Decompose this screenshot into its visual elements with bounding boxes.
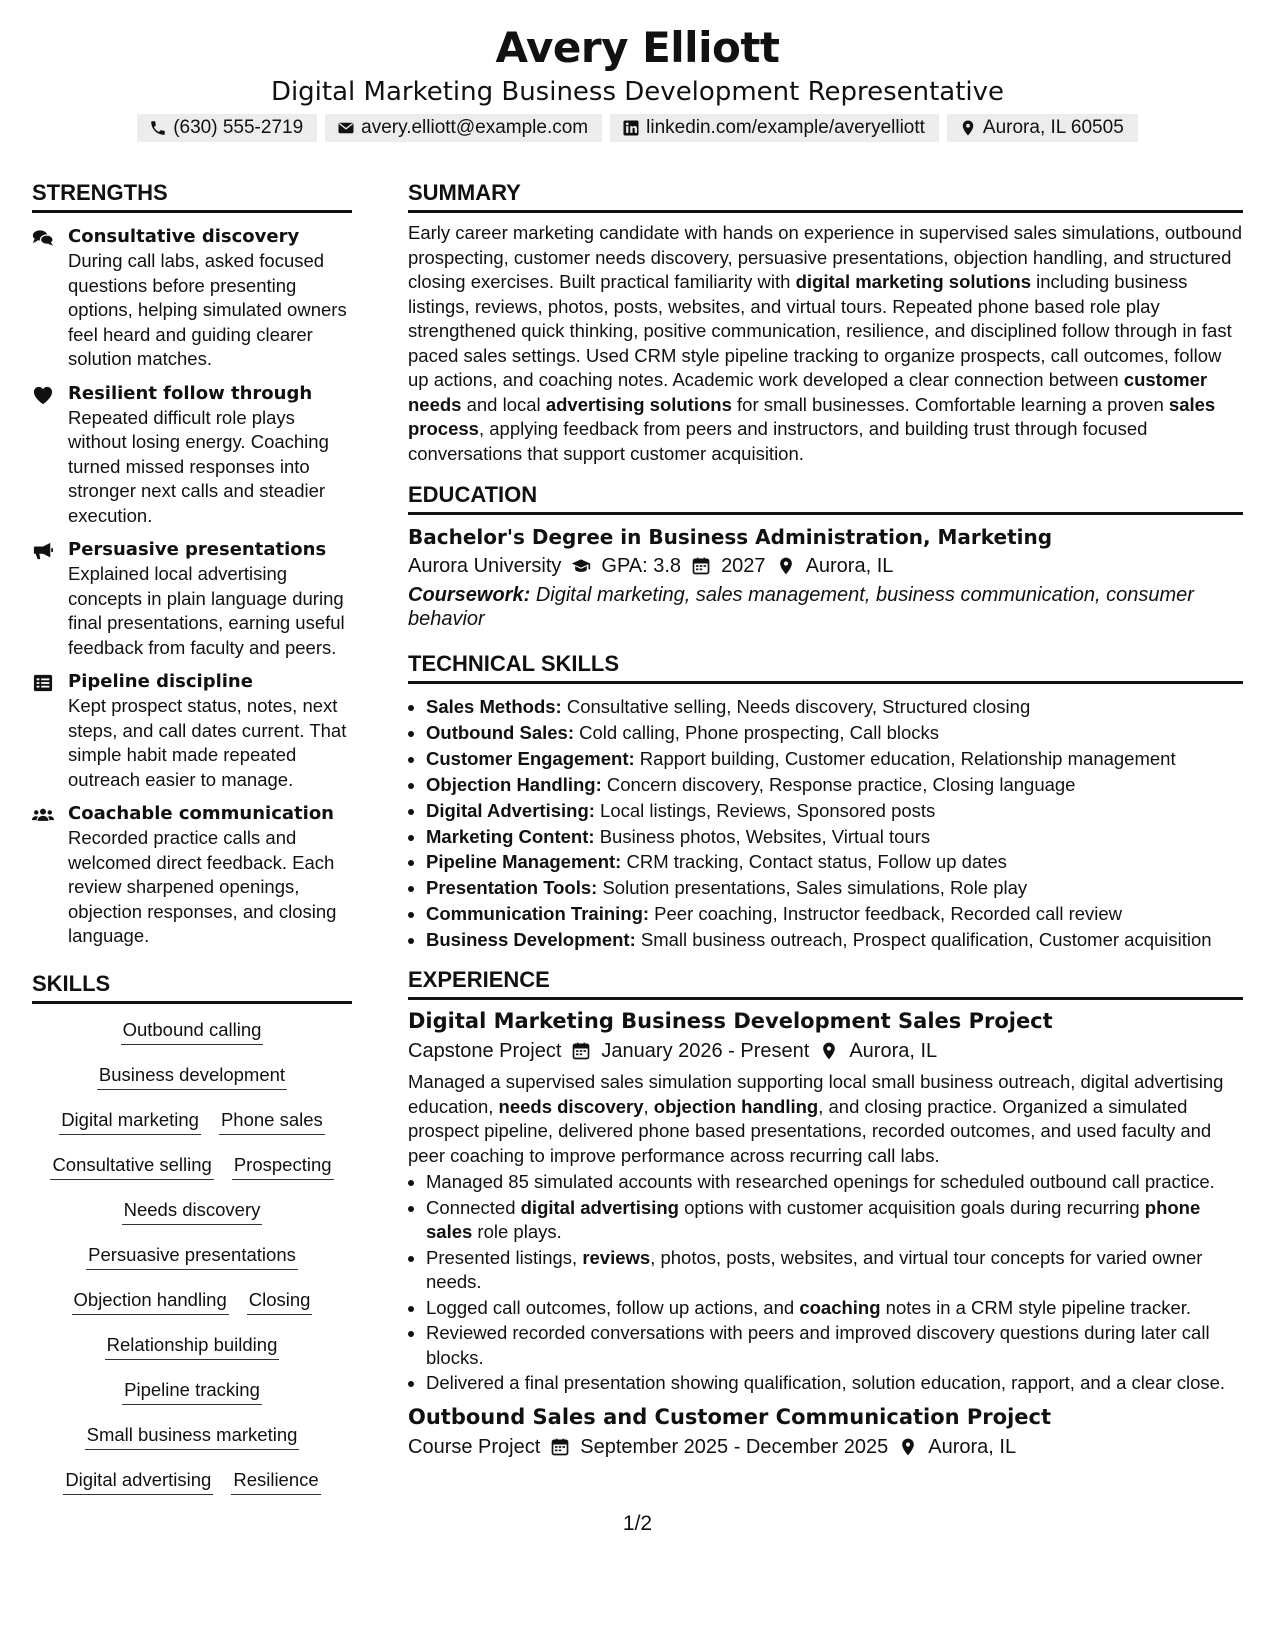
job-bullet-run: options with customer acquisition goals during recurring <box>678 1196 1145 1218</box>
skills-list <box>32 1018 352 1513</box>
strength-title: Coachable communication <box>68 803 335 824</box>
coursework-text: Digital marketing, sales management, business communication, consumer behavior <box>408 584 1194 630</box>
job-bullet <box>426 1296 1243 1321</box>
strength-item <box>32 538 352 660</box>
job-bullet-run: Delivered a final presentation showing qualification, solution education, rapport, and a clear close. <box>426 1372 1226 1394</box>
graduation-year: 2027 <box>721 555 766 577</box>
contact-email-text: avery.elliott@example.com <box>361 117 589 138</box>
job-entry <box>408 1402 1243 1462</box>
emphasis-text: needs discovery <box>498 1095 644 1117</box>
technical-skill-value: Small business outreach, Prospect qualification, Customer acquisition <box>635 929 1212 951</box>
summary-text-run: and local <box>461 393 546 415</box>
job-bullet <box>426 1196 1243 1245</box>
envelope-icon <box>337 119 355 137</box>
job-bullet <box>426 1170 1243 1195</box>
job-meta <box>408 1036 1243 1066</box>
strength-desc: Kept prospect status, notes, next steps, and call dates current. That simple habit made repeated outreach easier to manage. <box>68 695 347 790</box>
technical-skill-value: Concern discovery, Response practice, Closing language <box>601 773 1076 795</box>
resume-header <box>0 22 1275 142</box>
gpa: GPA: 3.8 <box>601 555 682 577</box>
technical-skill-label: Business Development: <box>426 929 636 951</box>
skills-row <box>122 1198 263 1243</box>
job-bullet <box>426 1321 1243 1370</box>
strength-desc: Repeated difficult role plays without losing energy. Coaching turned missed responses into stronger next calls and steadier execution. <box>68 406 329 526</box>
job-bullet-run: notes in a CRM style pipeline tracker. <box>880 1296 1192 1318</box>
technical-skill-label: Customer Engagement: <box>426 747 635 769</box>
map-pin-icon <box>959 119 977 137</box>
job-org: Capstone Project <box>408 1040 562 1063</box>
school-name: Aurora University <box>408 555 562 577</box>
skills-heading: SKILLS <box>32 969 352 1004</box>
contact-phone-text: (630) 555-2719 <box>173 117 304 138</box>
skills-row <box>50 1153 333 1198</box>
technical-skills-list <box>408 694 1243 953</box>
job-location: Aurora, IL <box>928 1435 1017 1458</box>
technical-skill-label: Outbound Sales: <box>426 721 574 743</box>
summary-heading: SUMMARY <box>408 178 1243 213</box>
technical-skill-value: Solution presentations, Sales simulations, Role play <box>597 877 1028 899</box>
emphasis-text: sales process <box>408 393 1216 439</box>
users-icon <box>32 805 54 825</box>
linkedin-icon <box>622 119 640 137</box>
job-entry <box>408 1006 1243 1396</box>
skill-tag: Objection handling <box>72 1288 229 1315</box>
technical-skill-value: Peer coaching, Instructor feedback, Recorded call review <box>649 903 1123 925</box>
technical-skill-label: Digital Advertising: <box>426 799 595 821</box>
skills-row <box>85 1423 300 1468</box>
summary-text-run: for small businesses. Comfortable learning a proven <box>731 393 1169 415</box>
emphasis-text: coaching <box>799 1296 881 1318</box>
comments-icon <box>32 228 54 248</box>
emphasis-text: digital marketing solutions <box>795 271 1031 292</box>
job-bullet-run: Presented listings, <box>426 1246 583 1268</box>
skill-tag: Resilience <box>231 1468 320 1495</box>
technical-skill-label: Communication Training: <box>426 903 650 925</box>
technical-skill-item <box>426 720 1243 746</box>
technical-skill-label: Presentation Tools: <box>426 877 598 899</box>
experience-heading: EXPERIENCE <box>408 965 1243 1000</box>
strength-desc: Recorded practice calls and welcomed direct feedback. Each review sharpened openings, objection responses, and closing language. <box>68 827 337 946</box>
calendar-icon <box>550 1437 570 1457</box>
skill-tag: Persuasive presentations <box>86 1243 298 1270</box>
skill-tag: Business development <box>97 1063 287 1090</box>
contact-linkedin-text: linkedin.com/example/averyelliott <box>646 117 925 138</box>
technical-skill-item <box>426 772 1243 798</box>
technical-skill-value: Rapport building, Customer education, Relationship management <box>634 747 1176 769</box>
skill-tag: Prospecting <box>232 1153 334 1180</box>
job-title: Digital Marketing Business Development Sales Project <box>408 1009 1053 1034</box>
map-pin-icon <box>776 556 796 576</box>
emphasis-text: objection handling <box>653 1095 819 1117</box>
skills-row <box>86 1243 298 1288</box>
skills-row <box>122 1378 262 1423</box>
calendar-icon <box>571 1041 591 1061</box>
contact-email[interactable] <box>325 114 602 142</box>
skill-tag: Pipeline tracking <box>122 1378 262 1405</box>
skill-tag: Phone sales <box>219 1108 325 1135</box>
skills-row <box>72 1288 313 1333</box>
strengths-list <box>32 225 352 949</box>
job-bullet-run: Managed 85 simulated accounts with researched openings for scheduled outbound call practice. <box>426 1171 1215 1193</box>
emphasis-text: reviews <box>582 1246 651 1268</box>
strength-item <box>32 670 352 792</box>
job-bullet-run: Reviewed recorded conversations with peers and improved discovery questions during later call blocks. <box>426 1322 1210 1368</box>
coursework <box>408 583 1243 631</box>
skill-tag: Outbound calling <box>121 1018 264 1045</box>
megaphone-icon <box>32 541 54 561</box>
technical-skill-item <box>426 849 1243 875</box>
map-pin-icon <box>898 1437 918 1457</box>
calendar-icon <box>691 556 711 576</box>
strength-item <box>32 382 352 529</box>
skills-row <box>63 1468 320 1513</box>
candidate-title: Digital Marketing Business Development Representative <box>270 77 1005 107</box>
job-summary-run: , <box>643 1095 654 1117</box>
page-number: 1/2 <box>622 1512 653 1535</box>
technical-skill-value: Cold calling, Phone prospecting, Call blocks <box>574 721 940 743</box>
emphasis-text: advertising solutions <box>545 393 732 415</box>
job-meta <box>408 1432 1243 1462</box>
strength-title: Consultative discovery <box>68 226 300 247</box>
technical-skill-item <box>426 798 1243 824</box>
summary-text-run: including business listings, reviews, photos, posts, websites, and virtual tours. Repeated phone based role play strengthened quick thinking, positive communication, resilience, and disciplined follow through in fast paced sales settings. Used CRM style pipeline tracking to organize prospects, call outcomes, follow up actions, and coaching notes. Academic work developed a clear connection between <box>408 271 1232 390</box>
technical-skill-label: Pipeline Management: <box>426 851 622 873</box>
map-pin-icon <box>819 1041 839 1061</box>
summary-text <box>408 221 1243 466</box>
skills-row <box>97 1063 287 1108</box>
strength-desc: Explained local advertising concepts in plain language during final presentations, earning useful feedback from faculty and peers. <box>68 563 345 658</box>
strength-item <box>32 802 352 949</box>
skills-row <box>59 1108 325 1153</box>
contact-bar <box>0 114 1275 142</box>
job-bullet-run: , photos, posts, websites, and virtual tour concepts for varied owner needs. <box>426 1246 1203 1293</box>
strength-item <box>32 225 352 372</box>
technical-skill-value: Consultative selling, Needs discovery, Structured closing <box>561 696 1031 717</box>
job-bullet-run: Logged call outcomes, follow up actions, and <box>426 1296 800 1318</box>
left-column <box>32 178 352 1513</box>
right-column <box>408 178 1243 1462</box>
coursework-label: Coursework: <box>408 584 531 606</box>
contact-location <box>947 114 1138 142</box>
contact-linkedin[interactable] <box>610 114 939 142</box>
phone-icon <box>149 119 167 137</box>
job-summary-run: , and closing practice. Organized a simulated prospect pipeline, delivered phone based presentations, recorded outcomes, and used faculty and peer coaching to improve performance across recurring call labs. <box>408 1095 1212 1166</box>
skill-tag: Digital advertising <box>63 1468 213 1495</box>
summary-text-run: , applying feedback from peers and instructors, and building trust through focused conversations that support customer acquisition. <box>408 418 1148 464</box>
technical-skill-item <box>426 927 1243 953</box>
technical-skill-item <box>426 824 1243 850</box>
emphasis-text: phone sales <box>426 1196 1201 1243</box>
job-bullets <box>408 1170 1243 1396</box>
graduation-cap-icon <box>571 556 591 576</box>
job-summary-run: Managed a supervised sales simulation supporting local small business outreach, digital advertising education, <box>408 1071 1224 1117</box>
skill-tag: Relationship building <box>105 1333 280 1360</box>
job-location: Aurora, IL <box>849 1040 938 1063</box>
technical-skill-item <box>426 901 1243 927</box>
emphasis-text: customer needs <box>408 369 1208 415</box>
skills-row <box>121 1018 264 1063</box>
technical-skill-value: Local listings, Reviews, Sponsored posts <box>594 799 936 821</box>
skill-tag: Digital marketing <box>59 1108 201 1135</box>
skill-tag: Closing <box>247 1288 313 1315</box>
job-bullet <box>426 1246 1243 1295</box>
technical-skill-item <box>426 694 1243 720</box>
skill-tag: Consultative selling <box>50 1153 213 1180</box>
strength-title: Resilient follow through <box>68 382 313 404</box>
job-dates: September 2025 - December 2025 <box>580 1435 889 1458</box>
strength-title: Pipeline discipline <box>68 671 253 692</box>
skill-tag: Needs discovery <box>122 1198 263 1225</box>
strengths-heading: STRENGTHS <box>32 178 352 213</box>
job-bullet <box>426 1371 1243 1396</box>
summary-text-run: Early career marketing candidate with hands on experience in supervised sales simulations, outbound prospecting, customer needs discovery, persuasive presentations, objection handling, and structured closing exercises. Built practical familiarity with <box>408 222 1242 292</box>
education-heading: EDUCATION <box>408 480 1243 515</box>
technical-skill-value: CRM tracking, Contact status, Follow up dates <box>621 851 1007 873</box>
technical-skill-label: Marketing Content: <box>426 825 595 847</box>
emphasis-text: digital advertising <box>520 1196 679 1218</box>
skill-tag: Small business marketing <box>85 1423 300 1450</box>
technical-skill-label: Sales Methods: <box>426 696 562 717</box>
technical-skills-heading: TECHNICAL SKILLS <box>408 649 1243 684</box>
technical-skill-item <box>426 746 1243 772</box>
degree-title: Bachelor's Degree in Business Administration, Marketing <box>408 525 1053 549</box>
technical-skill-label: Objection Handling: <box>426 773 602 795</box>
candidate-name: Avery Elliott <box>495 23 780 72</box>
heart-icon <box>32 385 54 405</box>
job-bullet-run: role plays. <box>472 1221 562 1243</box>
job-org: Course Project <box>408 1435 541 1458</box>
technical-skill-value: Business photos, Websites, Virtual tours <box>594 825 931 847</box>
contact-phone[interactable] <box>137 114 317 142</box>
strength-desc: During call labs, asked focused questions before presenting options, helping simulated owners feel heard and guiding clearer solution matches. <box>68 250 347 369</box>
job-title: Outbound Sales and Customer Communication Project <box>408 1404 1052 1429</box>
technical-skill-item <box>426 875 1243 901</box>
education-meta <box>408 551 1243 581</box>
job-dates: January 2026 - Present <box>601 1040 810 1063</box>
education-location: Aurora, IL <box>805 555 894 577</box>
job-summary <box>408 1070 1243 1168</box>
job-bullet-run: Connected <box>426 1196 521 1218</box>
list-icon <box>32 673 54 693</box>
strength-title: Persuasive presentations <box>68 539 327 560</box>
contact-location-text: Aurora, IL 60505 <box>982 117 1124 138</box>
skills-row <box>105 1333 280 1378</box>
